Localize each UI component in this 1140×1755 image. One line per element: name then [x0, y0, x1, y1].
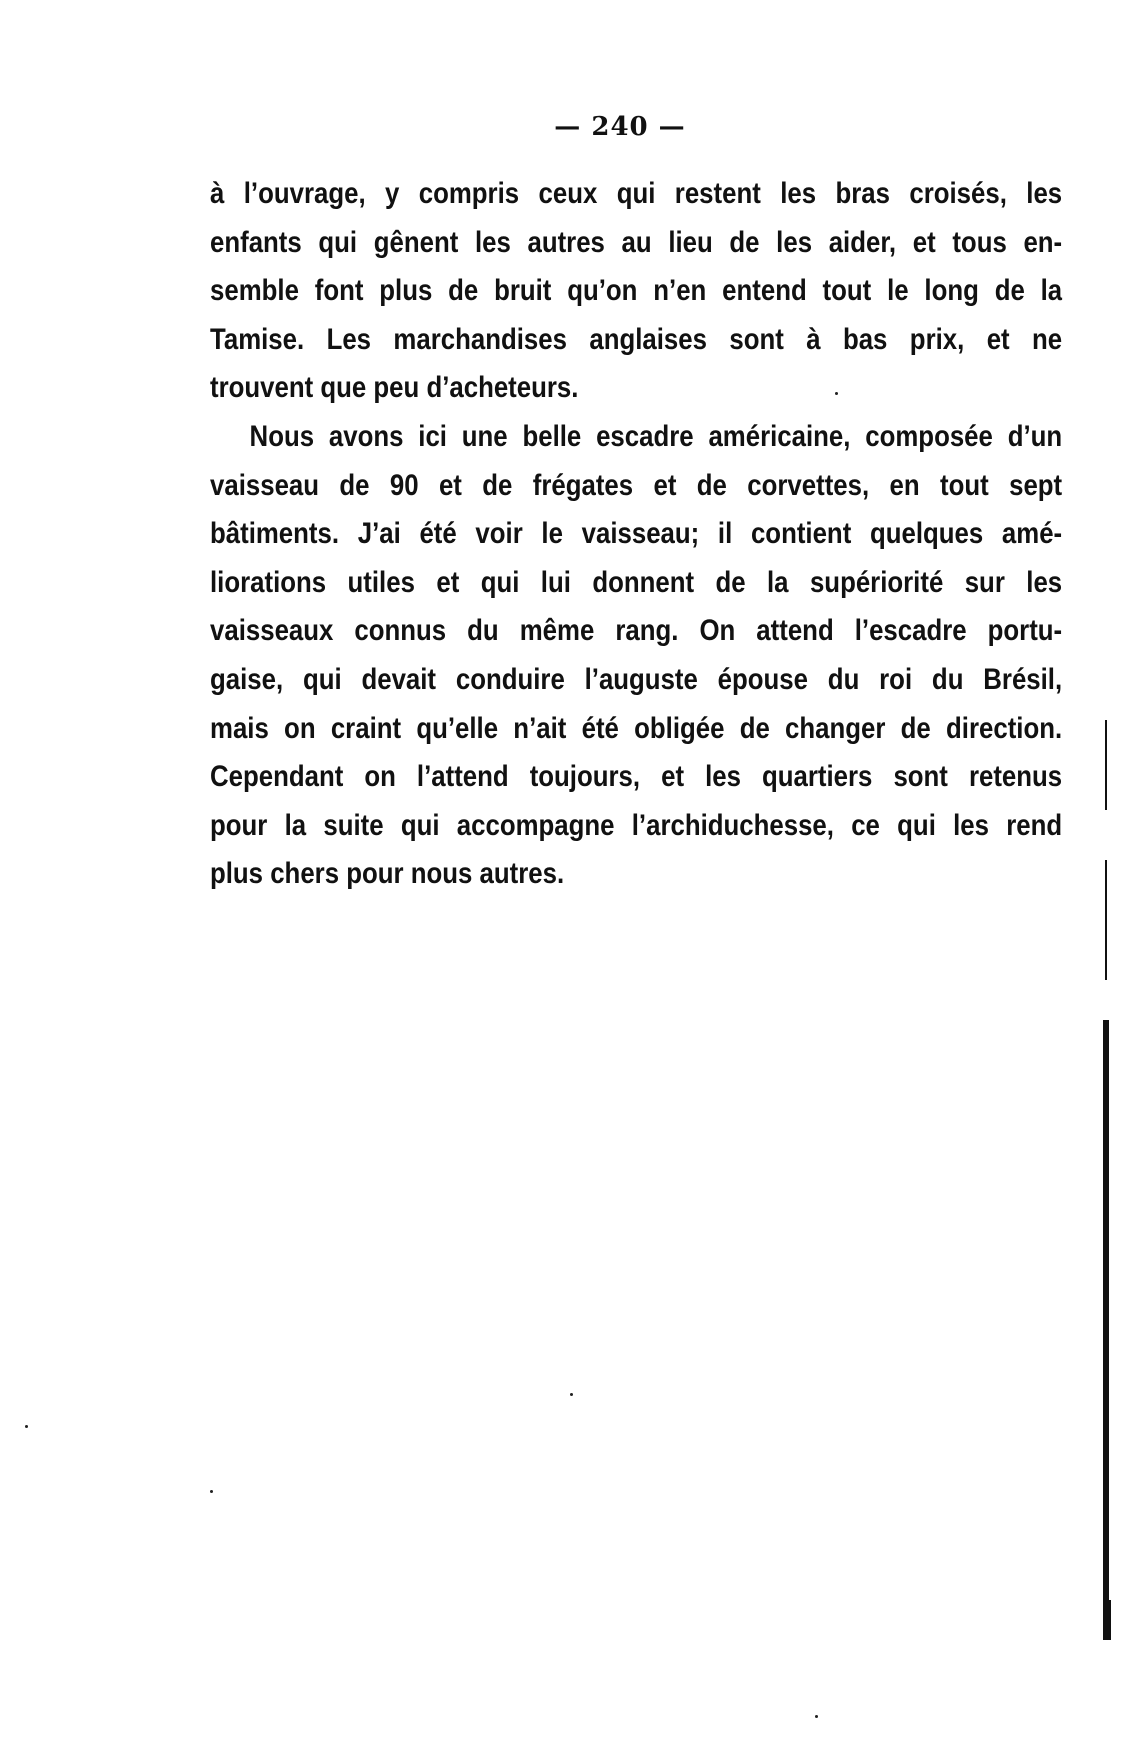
text-line: à l’ouvrage, y compris ceux qui restent les bras croisés, les: [210, 177, 1063, 210]
text-line: trouvent que peu d’acheteurs.: [210, 371, 579, 405]
scan-speck: [25, 1425, 28, 1428]
paragraph-2: [210, 413, 1062, 899]
scan-speck: [835, 392, 838, 395]
scan-edge-mark: [1105, 720, 1107, 810]
text-line: gaise, qui devait conduire l’auguste épouse du roi du Brésil,: [210, 662, 1063, 696]
text-line: liorations utiles et qui lui donnent de la supériorité sur les: [210, 565, 1063, 599]
text-line: pour la suite qui accompagne l’archiduchesse, ce qui les rend: [210, 808, 1063, 842]
text-line: semble font plus de bruit qu’on n’en entend tout le long de la: [210, 274, 1063, 308]
text-line: mais on craint qu’elle n’ait été obligée de changer de direction.: [210, 711, 1063, 745]
text-line: bâtiments. J’ai été voir le vaisseau; il contient quelques amé-: [210, 517, 1063, 551]
scan-speck: [815, 1715, 818, 1718]
scan-edge-mark: [1105, 860, 1107, 980]
text-line: plus chers pour nous autres.: [210, 857, 565, 891]
scan-edge-mark: [1104, 1600, 1111, 1640]
paragraph-1: [210, 170, 1062, 413]
text-line: vaisseau de 90 et de frégates et de corvettes, en tout sept: [210, 468, 1063, 502]
body-text: [210, 170, 1062, 899]
page-number: — 240 —: [554, 112, 686, 142]
text-line: Tamise. Les marchandises anglaises sont à bas prix, et ne: [210, 322, 1063, 356]
text-line: enfants qui gênent les autres au lieu de les aider, et tous en-: [210, 225, 1063, 259]
scan-speck: [210, 1490, 213, 1493]
text-line: Nous avons ici une belle escadre américaine, composée d’un: [249, 419, 1063, 453]
scan-edge-mark: [1103, 1020, 1109, 1640]
text-line: Cependant on l’attend toujours, et les quartiers sont retenus: [210, 760, 1063, 794]
scan-speck: [570, 1393, 573, 1396]
text-line: vaisseaux connus du même rang. On attend l’escadre portu-: [210, 614, 1063, 648]
